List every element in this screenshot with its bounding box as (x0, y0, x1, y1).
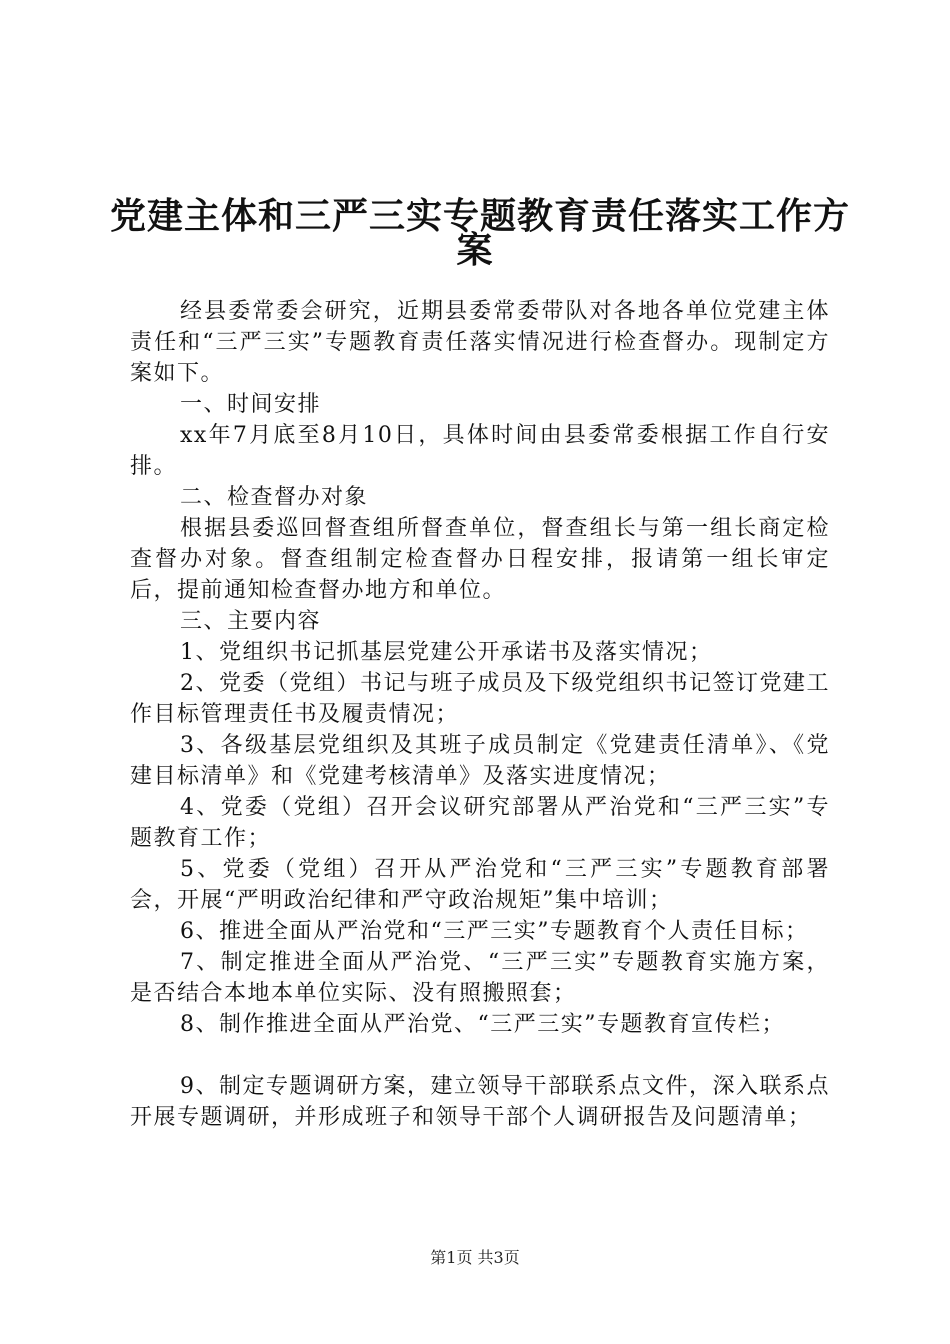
section-heading-content: 三、主要内容 (180, 609, 322, 634)
section-heading-schedule: 一、时间安排 (180, 392, 322, 417)
content-item-6: 6、推进全面从严治党和“三严三实”专题教育个人责任目标； (180, 919, 809, 944)
schedule-paragraph: xx年7月底至8月10日，具体时间由县委常委根据工作自行安排。 (130, 423, 830, 479)
document-title-line2: 案 (456, 229, 494, 271)
intro-paragraph: 经县委常委会研究，近期县委常委带队对各地各单位党建主体责任和“三严三实”专题教育责任落实情况进行检查督办。现制定方案如下。 (130, 299, 830, 386)
page-number-footer: 第1页 共3页 (430, 1248, 520, 1267)
content-item-3: 3、各级基层党组织及其班子成员制定《党建责任清单》、《党建目标清单》和《党建考核清单》及落实进度情况； (130, 733, 830, 789)
content-item-1: 1、党组织书记抓基层党建公开承诺书及落实情况； (180, 640, 713, 665)
content-item-7: 7、制定推进全面从严治党、“三严三实”专题教育实施方案，是否结合本地本单位实际、没有照搬照套； (130, 950, 830, 1006)
document-title-line1: 党建主体和三严三实专题教育责任落实工作方 (110, 195, 851, 237)
content-item-4: 4、党委（党组）召开会议研究部署从严治党和“三严三实”专题教育工作； (130, 795, 830, 851)
section-heading-targets: 二、检查督办对象 (180, 485, 369, 510)
content-item-9: 9、制定专题调研方案，建立领导干部联系点文件，深入联系点开展专题调研，并形成班子和领导干部个人调研报告及问题清单； (130, 1074, 830, 1130)
content-item-5: 5、党委（党组）召开从严治党和“三严三实”专题教育部署会，开展“严明政治纪律和严守政治规矩”集中培训； (130, 857, 830, 913)
targets-paragraph: 根据县委巡回督查组所督查单位，督查组长与第一组长商定检查督办对象。督查组制定检查督办日程安排，报请第一组长审定后，提前通知检查督办地方和单位。 (130, 516, 830, 603)
content-item-8: 8、制作推进全面从严治党、“三严三实”专题教育宣传栏； (180, 1012, 785, 1037)
document-body (130, 296, 830, 1133)
content-item-2: 2、党委（党组）书记与班子成员及下级党组织书记签订党建工作目标管理责任书及履责情况； (130, 671, 830, 727)
